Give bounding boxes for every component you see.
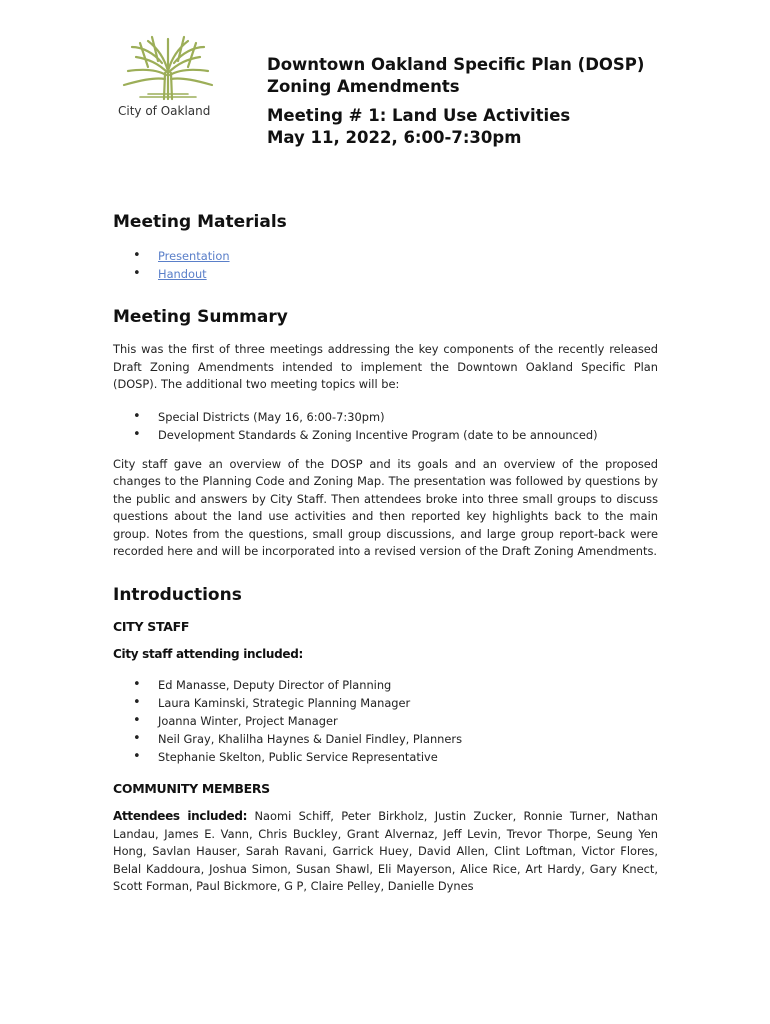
summary-intro-paragraph: This was the first of three meetings addressing the key components of the recently released Draft Zoning Amendments intended to implement the Downtown Oakland Specific Plan (DOSP). The additional two meeting topics will be: bbox=[113, 342, 658, 391]
community-members-heading: COMMUNITY MEMBERS bbox=[113, 781, 270, 796]
introductions-heading: Introductions bbox=[113, 584, 242, 605]
list-item: • Ed Manasse, Deputy Director of Planning bbox=[113, 676, 658, 694]
community-attendees-paragraph bbox=[113, 808, 658, 896]
meeting-title: Meeting # 1: Land Use Activities bbox=[267, 106, 571, 125]
city-staff-heading: CITY STAFF bbox=[113, 618, 190, 634]
summary-body-paragraph: City staff gave an overview of the DOSP and its goals and an overview of the proposed changes to the Planning Code and Zoning Map. The presentation was followed by questions by the public and answers by City Staff. Then attendees broke into three small groups to discuss questions about the land use activities and then reported key highlights back to the main group. Notes from the questions, small group discussions, and large group report-back were recorded here and will be incorporated into a revised version of the Draft Zoning Amendments. bbox=[113, 456, 658, 558]
meeting-materials-heading: Meeting Materials bbox=[113, 212, 287, 232]
meeting-date: May 11, 2022, 6:00-7:30pm bbox=[267, 128, 522, 147]
city-staff-list bbox=[113, 676, 658, 766]
document-title-block bbox=[267, 54, 707, 149]
handout-link[interactable]: Handout bbox=[158, 267, 207, 281]
list-item: • Development Standards & Zoning Incentive Program (date to be announced) bbox=[113, 426, 658, 444]
list-item: • Joanna Winter, Project Manager bbox=[113, 712, 658, 730]
list-item bbox=[113, 247, 658, 265]
list-item: • Stephanie Skelton, Public Service Representative bbox=[113, 748, 658, 766]
attendees-names: Naomi Schiff, Peter Birkholz, Justin Zucker, Ronnie Turner, Nathan Landau, James E. Vann, Chris Buckley, Grant Alvernaz, Jeff Levin, Trevor Thorpe, Seung Yen Hong, Savlan Hauser, Sarah Ravani, Garrick Huey, David Allen, Clint Loftman, Victor Flores, Belal Kaddoura, Joshua Simon, Susan Shawl, Eli Mayerson, Alice Rice, Art Hardy, Gary Knect, Scott Forman, Paul Bickmore, G P, Claire Pelley, Danielle Dynes bbox=[113, 809, 658, 893]
list-item: • Laura Kaminski, Strategic Planning Manager bbox=[113, 694, 658, 712]
document-title: Downtown Oakland Specific Plan (DOSP) bbox=[267, 55, 645, 74]
document-subtitle: Zoning Amendments bbox=[267, 77, 460, 96]
meeting-summary-heading: Meeting Summary bbox=[113, 307, 288, 327]
meeting-topics-list bbox=[113, 408, 658, 444]
document-body bbox=[113, 210, 658, 896]
presentation-link[interactable]: Presentation bbox=[158, 249, 230, 263]
materials-list bbox=[113, 247, 658, 283]
city-of-oakland-label: City of Oakland bbox=[118, 104, 211, 118]
list-item bbox=[113, 265, 658, 283]
city-staff-label: City staff attending included: bbox=[113, 646, 304, 661]
oak-tree-logo-icon bbox=[118, 33, 218, 103]
attendees-label: Attendees included: bbox=[113, 809, 248, 823]
list-item: • Neil Gray, Khalilha Haynes & Daniel Findley, Planners bbox=[113, 730, 658, 748]
list-item: • Special Districts (May 16, 6:00-7:30pm) bbox=[113, 408, 658, 426]
